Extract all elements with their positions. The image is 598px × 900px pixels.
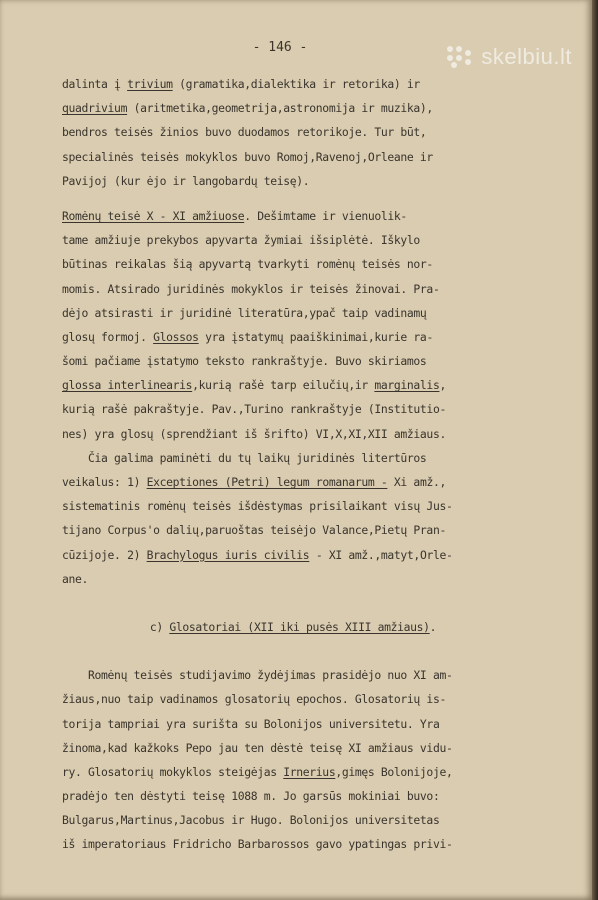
- page-edge: [592, 0, 598, 900]
- underlined-term: Glosatoriai (XII iki pusės XIII amžiaus): [169, 619, 430, 634]
- text-line: [62, 832, 502, 856]
- text-line: [62, 808, 502, 832]
- text-line: [62, 494, 502, 518]
- underlined-term: Romėnų teisė X - XI amžiuose: [62, 208, 245, 223]
- underlined-term: marginalis: [374, 378, 440, 393]
- text-line: [62, 518, 502, 542]
- text-line: [62, 784, 502, 808]
- text-line: [62, 120, 502, 144]
- text-segment: Xi amž.,: [387, 475, 446, 489]
- text-line: [62, 301, 502, 325]
- text-segment: tijano Corpus'o dalių,paruoštas teisėjo Valance,Pietų Pran-: [62, 523, 446, 538]
- text-segment: cūzijoje. 2): [62, 547, 147, 562]
- text-line: [62, 349, 502, 373]
- text-segment: . Dešimtame ir vienuolik-: [244, 208, 407, 223]
- text-segment: kurią rašė pakraštyje. Pav.,Turino rankraštyje (Institutio-: [62, 402, 446, 417]
- text-line: [62, 736, 502, 760]
- text-segment: iš imperatoriaus Fridricho Barbarossos gavo ypatingas privi-: [62, 837, 453, 852]
- text-line: [62, 96, 502, 120]
- text-segment: ry. Glosatorių mokyklos steigėjas: [62, 764, 284, 779]
- text-line: [62, 712, 502, 736]
- text-line: [62, 373, 502, 397]
- text-segment: momis. Atsirado juridinės mokyklos ir teisės žinovai. Pra-: [62, 281, 440, 296]
- text-segment: torija tampriai yra surišta su Bolonijos universitetu. Yra: [62, 716, 440, 731]
- text-segment: veikalus: 1): [62, 475, 147, 489]
- text-segment: glosų formoj.: [62, 329, 154, 344]
- underlined-term: Irnerius: [283, 764, 336, 779]
- typewritten-body: [62, 72, 502, 857]
- text-segment: nes) yra glosų (sprendžiant iš šrifto) VI,X,XI,XII amžiaus.: [62, 426, 446, 441]
- text-segment: šomi pačiame įstatymo teksto rankraštyje. Buvo skiriamos: [62, 354, 427, 369]
- underlined-term: Exceptiones (Petri) legum romanarum -: [146, 475, 388, 489]
- text-segment: būtinas reikalas šią apyvartą tvarkyti romėnų teisės nor-: [62, 257, 433, 272]
- watermark: [447, 44, 572, 70]
- text-line: [62, 470, 502, 494]
- text-segment: Bulgarus,Martinus,Jacobus ir Hugo. Bolonijos universitetas: [62, 813, 440, 828]
- text-segment: Čia galima paminėti du tų laikų juridinės litertūros: [62, 450, 427, 465]
- text-segment: žiaus,nuo taip vadinamos glosatorių epochos. Glosatorių is-: [62, 692, 446, 707]
- text-segment: (aritmetika,geometrija,astronomija ir muzika),: [127, 101, 433, 116]
- text-line: [62, 567, 502, 591]
- text-line: [62, 252, 502, 276]
- text-segment: Romėnų teisės studijavimo žydėjimas prasidėjo nuo XI am-: [62, 668, 453, 683]
- text-segment: Pavijoj (kur ėjo ir langobardų teisę).: [62, 173, 310, 188]
- watermark-logo-icon: [447, 46, 475, 68]
- text-segment: bendros teisės žinios buvo duodamos retorikoje. Tur būt,: [62, 125, 427, 140]
- text-segment: tame amžiuje prekybos apyvarta žymiai išsiplėtė. Iškylo: [62, 233, 420, 248]
- text-segment: ,kurią rašė tarp eilučių,ir: [192, 378, 375, 393]
- underlined-term: glossa interlinearis: [62, 378, 193, 393]
- text-segment: yra įstatymų paaiškinimai,kurie ra-: [198, 329, 433, 344]
- text-line: [62, 543, 502, 567]
- text-segment: pradėjo ten dėstyti teisę 1088 m. Jo garsūs mokiniai buvo:: [62, 789, 440, 804]
- underlined-term: trivium: [127, 77, 173, 91]
- text-line: [62, 169, 502, 193]
- underlined-term: Glossos: [153, 329, 199, 344]
- underlined-term: Brachylogus iuris civilis: [146, 547, 310, 562]
- text-line: [62, 760, 502, 784]
- text-line: [62, 204, 502, 228]
- text-segment: sistematinis romėnų teisės išdėstymas prisilaikant visų Jus-: [62, 499, 453, 514]
- text-segment: ane.: [62, 571, 89, 586]
- text-line: [62, 277, 502, 301]
- text-line: [62, 446, 502, 470]
- text-line: [62, 687, 502, 711]
- text-segment: ,: [439, 378, 446, 393]
- watermark-text: skelbiu.lt: [481, 44, 572, 69]
- text-segment: .: [429, 619, 437, 634]
- page-number: - 146 -: [252, 40, 308, 55]
- text-line: [62, 422, 502, 446]
- text-segment: dėjo atsirasti ir juridinė literatūra,ypač taip vadinamų: [62, 305, 427, 320]
- text-segment: žinoma,kad kažkoks Pepo jau ten dėstė teisę XI amžiaus vidu-: [62, 740, 453, 755]
- text-line: [62, 72, 502, 96]
- underlined-term: quadrivium: [62, 101, 128, 116]
- text-line: [62, 228, 502, 252]
- text-segment: - XI amž.,matyt,Orle-: [309, 547, 453, 562]
- text-line: [62, 397, 502, 421]
- text-segment: ,gimęs Bolonijoje,: [335, 764, 453, 779]
- text-segment: (gramatika,dialektika ir retorika) ir: [172, 77, 420, 91]
- text-line: [62, 663, 502, 687]
- text-line: [62, 325, 502, 349]
- text-segment: c): [149, 619, 170, 634]
- text-line: [62, 615, 502, 639]
- text-segment: specialinės teisės mokyklos buvo Romoj,Ravenoj,Orleane ir: [62, 149, 433, 164]
- text-segment: dalinta į: [62, 77, 128, 91]
- text-line: [62, 145, 502, 169]
